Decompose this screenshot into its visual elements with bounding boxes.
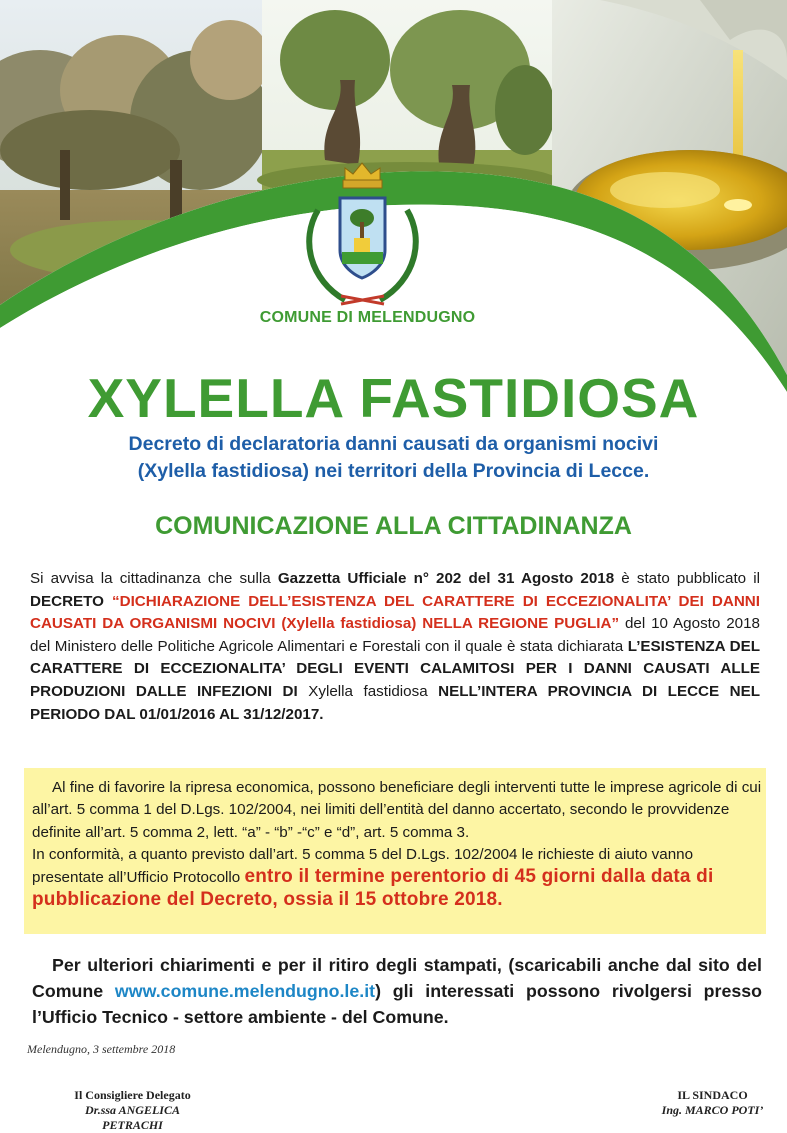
right-signature (645, 1088, 780, 1118)
decree-label: DECRETO (30, 592, 104, 610)
communication-heading: COMUNICAZIONE ALLA CITTADINANZA (155, 512, 632, 540)
benefits-paragraph-2 (32, 844, 762, 913)
province-period: NELL’INTERA PROVINCIA DI LECCE NEL PERIODO DAL 01/01/2016 AL 31/12/2017. (30, 682, 761, 723)
closing-text: Per ulteriori chiarimenti e per il ritiro degli stampati, (scaricabili anche dal sito del Comune (32, 955, 762, 1001)
deadline-text: entro il termine perentorio di 45 giorni dalla data di pubblicazione del Decreto, ossia il 15 ottobre 2018. (32, 866, 714, 911)
left-signatory-name: Dr.ssa ANGELICA PETRACHI (85, 1103, 180, 1132)
subtitle-line-2: (Xylella fastidiosa) nei territori della Provincia di Lecce. (137, 460, 650, 482)
header-banner (0, 0, 787, 400)
left-signature (60, 1088, 205, 1133)
page-title: XYLELLA FASTIDIOSA (87, 367, 700, 429)
subtitle (40, 431, 747, 485)
closing-text: ) gli interessati possono rivolgersi presso l’Ufficio Tecnico - settore ambiente - del Comune. (32, 981, 762, 1027)
benefits-paragraph-1: Al fine di favorire la ripresa economica, possono beneficiare degli interventi tutte le imprese agricole di cui all’art. 5 comma 1 del D.Lgs. 102/2004, nei limiti dell’entità del danno accertato, secondo le provvidenze definite all’art. 5 comma 2, lett. “a” - “b” -“c” e “d”, art. 5 comma 3. (32, 779, 762, 841)
notice-paragraph (30, 568, 760, 726)
benefits-request-text: In conformità, a quanto previsto dall’art. 5 comma 5 del D.Lgs. 102/2004 le richieste di aiuto vanno presentate all’Ufficio Protocollo (32, 845, 694, 887)
municipality-name: COMUNE DI MELENDUGNO (259, 309, 476, 326)
gazette-reference: Gazzetta Ufficiale n° 202 (277, 570, 462, 587)
date-line: Melendugno, 3 settembre 2018 (27, 1042, 176, 1056)
notice-text: Si avvisa la cittadinanza che sulla (30, 570, 278, 587)
notice-text: del 10 Agosto 2018 del Ministero delle Politiche Agricole Alimentari e Forestali con il quale è stata dichiarata (30, 615, 760, 655)
left-signatory-role: Il Consigliere Delegato (74, 1088, 191, 1102)
benefits-text (32, 777, 762, 913)
gazette-date: del 31 Agosto 2018 (461, 570, 615, 587)
existence-declaration: L’ESISTENZA DEL CARATTERE DI ECCEZIONALITA’ DEGLI EVENTI CALAMITOSI PER I DANNI CAUSATI ALLE PRODUZIONI DALLE INFEZIONI DI (30, 637, 760, 700)
website-link[interactable]: www.comune.melendugno.le.it (114, 981, 376, 1001)
right-signatory-role: IL SINDACO (677, 1088, 748, 1102)
decree-title: “DICHIARAZIONE DELL’ESISTENZA DEL CARATTERE DI ECCEZIONALITA’ DEI DANNI CAUSATI DA ORGANISMI NOCIVI (Xylella fastidiosa) NELLA REGIONE PUGLIA” (30, 592, 760, 633)
right-signatory-name: Ing. MARCO POTI’ (661, 1103, 764, 1117)
closing-paragraph (32, 952, 762, 1030)
pathogen-name: Xylella fastidiosa (297, 682, 439, 700)
notice-text: è stato pubblicato il (614, 570, 760, 587)
subtitle-line-1: Decreto di declaratoria danni causati da organismi nocivi (128, 433, 659, 455)
